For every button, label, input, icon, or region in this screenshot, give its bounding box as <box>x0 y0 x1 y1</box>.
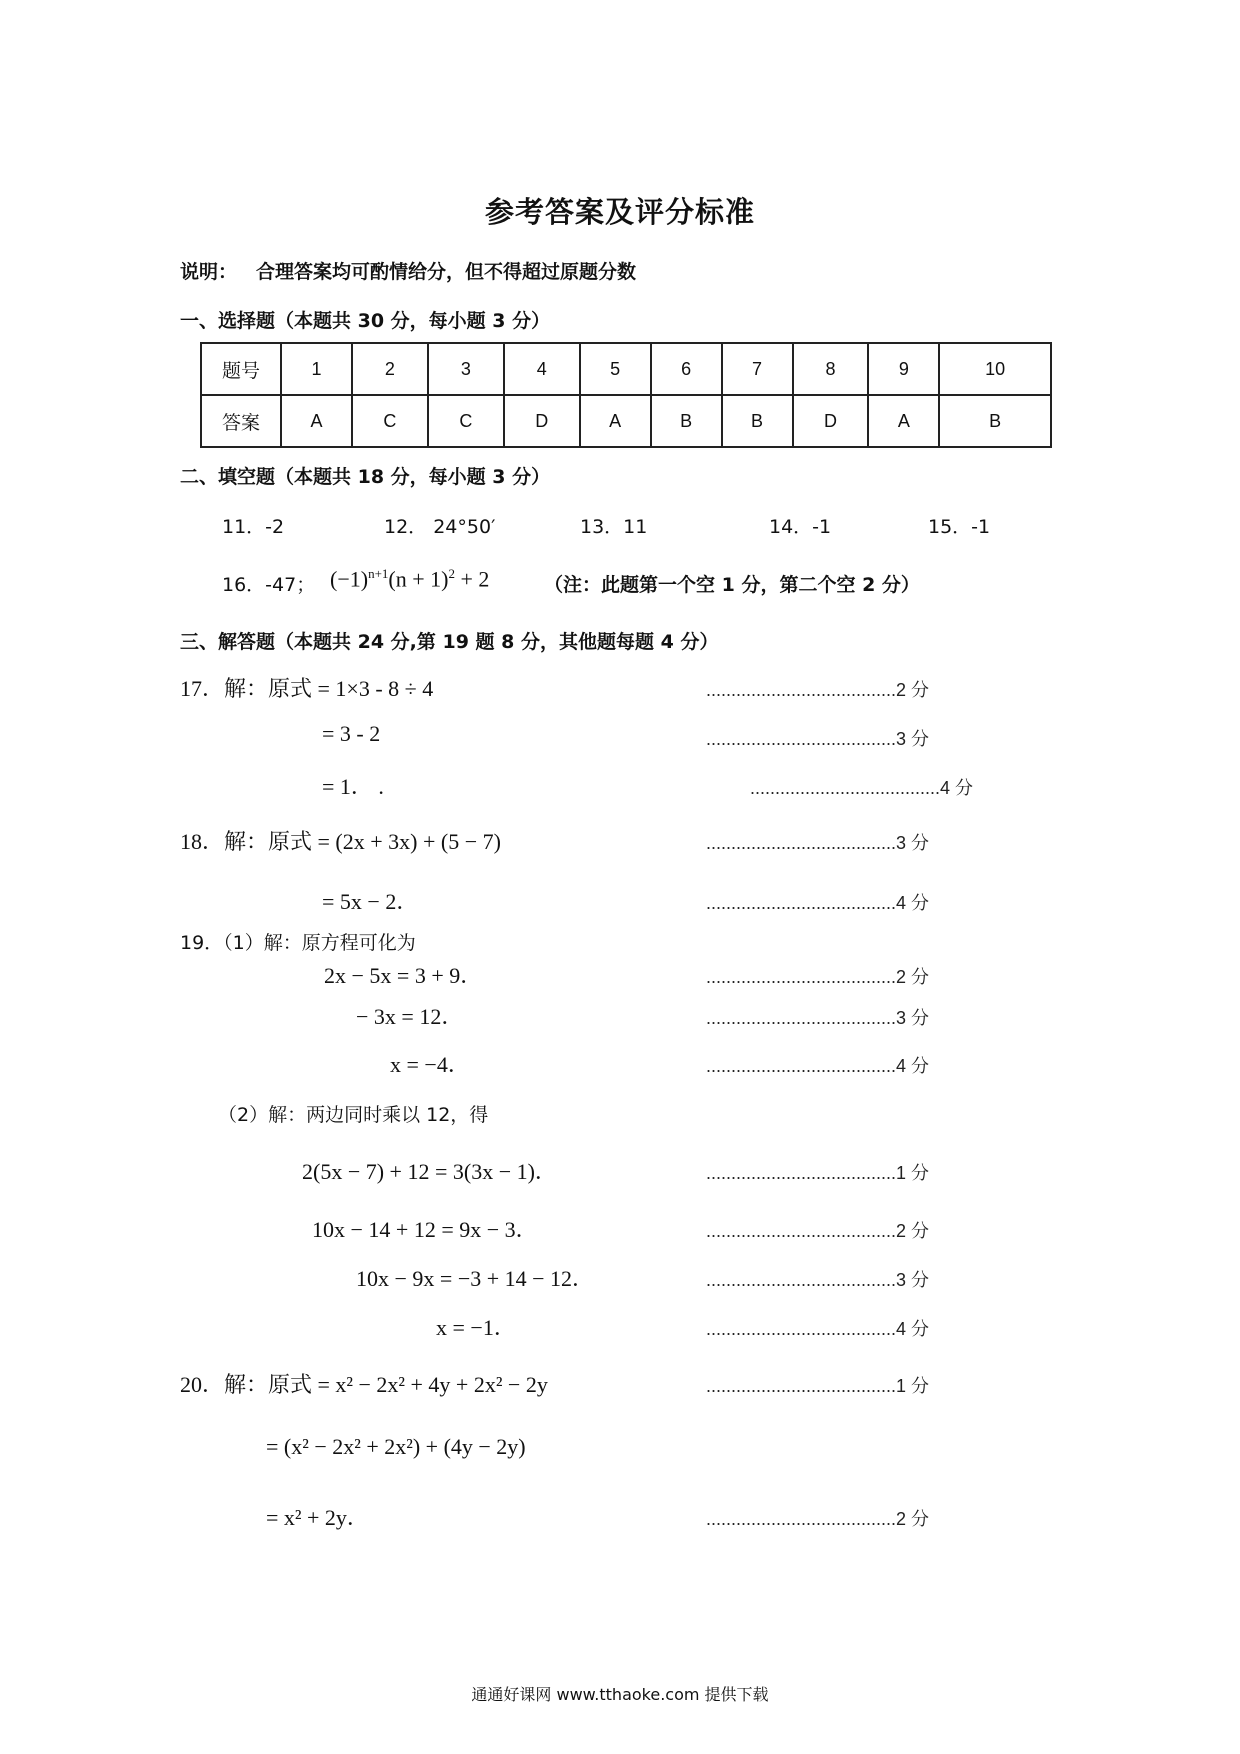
fill-item-14: 14．-1 <box>769 516 832 538</box>
q17-score3: ......................................4 分 <box>750 778 974 798</box>
table-cell: 2 <box>352 343 428 395</box>
fill-item-16: 16．-47； <box>222 574 316 596</box>
table-cell: 6 <box>651 343 722 395</box>
q18-score2: ......................................4 分 <box>706 893 930 913</box>
fill-item-16-note: （注：此题第一个空 1 分，第二个空 2 分） <box>544 574 920 596</box>
table-cell: A <box>281 395 352 447</box>
q19-p1-score3: ......................................4 分 <box>706 1056 930 1076</box>
fill-item-16-formula: $(-1)^{n+1}(n + 1)^2 + 2$ <box>330 566 490 592</box>
q19-p2-line2: 10x − 14 + 12 = 9x − 3． <box>312 1217 538 1242</box>
table-cell: 5 <box>580 343 651 395</box>
fill-item-12: 12． 24°50′ <box>384 516 496 538</box>
q17-score2: ......................................3 分 <box>706 729 930 749</box>
table-cell: A <box>580 395 651 447</box>
table-cell: C <box>352 395 428 447</box>
note-text: 合理答案均可酌情给分，但不得超过原题分数 <box>256 261 637 283</box>
q20-score1: ......................................1 分 <box>706 1376 930 1396</box>
table-cell: 1 <box>281 343 352 395</box>
q20-line1: 20．解：原式 = x² − 2x² + 4y + 2x² − 2y <box>180 1372 548 1397</box>
table-cell: D <box>793 395 869 447</box>
q19-p2-score2: ......................................2 分 <box>706 1221 930 1241</box>
fill-item-15: 15．-1 <box>928 516 991 538</box>
q18-score1: ......................................3 分 <box>706 833 930 853</box>
section2-heading: 二、填空题（本题共 18 分，每小题 3 分） <box>180 466 551 488</box>
q17-line3: = 1． . <box>322 774 384 799</box>
q19-p2-score3: ......................................3 分 <box>706 1270 930 1290</box>
table-cell: 4 <box>504 343 580 395</box>
q20-line2: = (x² − 2x² + 2x²) + (4y − 2y) <box>266 1434 526 1459</box>
q19-p2-score1: ......................................1 分 <box>706 1163 930 1183</box>
q19-part1-intro: 19．（1）解：原方程可化为 <box>180 932 416 954</box>
q17-line1: 17．解：原式 = 1×3 - 8 ÷ 4 <box>180 676 434 701</box>
q19-p1-score1: ......................................2 分 <box>706 967 930 987</box>
table-cell: B <box>722 395 793 447</box>
q17-score1: ......................................2 分 <box>706 680 930 700</box>
q19-part2-intro: （2）解：两边同时乘以 12，得 <box>218 1104 489 1126</box>
q19-p2-line3: 10x − 9x = −3 + 14 − 12． <box>356 1266 595 1291</box>
table-cell: C <box>428 395 504 447</box>
q18-line1: 18．解：原式 = (2x + 3x) + (5 − 7) <box>180 829 501 854</box>
table-cell: A <box>868 395 939 447</box>
row-label-answer: 答案 <box>201 395 281 447</box>
q19-p2-score4: ......................................4 分 <box>706 1319 930 1339</box>
section1-heading: 一、选择题（本题共 30 分，每小题 3 分） <box>180 310 551 332</box>
answer-table <box>200 342 1052 448</box>
q20-score3: ......................................2 分 <box>706 1509 930 1529</box>
table-cell: D <box>504 395 580 447</box>
table-cell: 9 <box>868 343 939 395</box>
footer-text: 通通好课网 www.tthaoke.com 提供下载 <box>471 1685 769 1704</box>
table-cell: 10 <box>939 343 1051 395</box>
q17-line2: = 3 - 2 <box>322 721 381 746</box>
table-cell: B <box>939 395 1051 447</box>
page-title: 参考答案及评分标准 <box>484 195 755 229</box>
table-cell: 3 <box>428 343 504 395</box>
q19-p2-line1: 2(5x − 7) + 12 = 3(3x − 1)． <box>302 1159 557 1184</box>
table-cell: 8 <box>793 343 869 395</box>
q19-p2-line4: x = −1． <box>436 1315 516 1340</box>
note-label: 说明： <box>180 261 238 283</box>
table-cell: B <box>651 395 722 447</box>
table-cell: 7 <box>722 343 793 395</box>
q19-p1-line3: x = −4． <box>390 1052 470 1077</box>
q19-p1-score2: ......................................3 分 <box>706 1008 930 1028</box>
table-row-answers <box>201 395 1051 447</box>
section3-heading: 三、解答题（本题共 24 分,第 19 题 8 分，其他题每题 4 分） <box>180 631 719 653</box>
q20-line3: = x² + 2y． <box>266 1505 369 1530</box>
fill-item-13: 13．11 <box>580 516 648 538</box>
table-row-numbers <box>201 343 1051 395</box>
q19-p1-line2: − 3x = 12． <box>356 1004 464 1029</box>
row-label-number: 题号 <box>201 343 281 395</box>
fill-item-11: 11．-2 <box>222 516 285 538</box>
q18-line2: = 5x − 2． <box>322 889 419 914</box>
q19-p1-line1: 2x − 5x = 3 + 9． <box>324 963 483 988</box>
